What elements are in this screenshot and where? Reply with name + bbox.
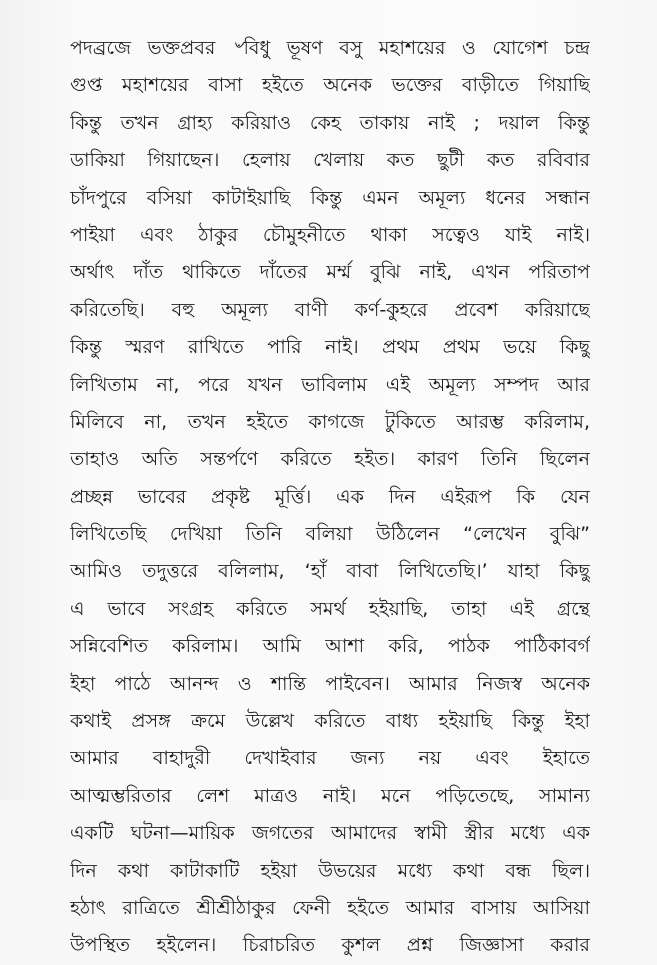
text-line: কিন্তু তখন গ্রাহ্য করিয়াও কেহ তাকায় নাই ; দয়াল কিন্তু xyxy=(70,111,590,134)
text-line: প্রচ্ছন্ন ভাবের প্রকৃষ্ট মূর্ত্তি। এক দিন এইরূপ কি যেন xyxy=(70,485,590,508)
text-line: কিন্তু স্মরণ রাখিতে পারি নাই। প্রথম প্রথম ভয়ে কিছু xyxy=(70,336,590,359)
body-text xyxy=(70,30,590,965)
text-line: ডাকিয়া গিয়াছেন। হেলায় খেলায় কত ছুটী কত রবিবার xyxy=(70,149,590,172)
text-line: একটি ঘটনা—মায়িক জগতের আমাদের স্বামী স্ত্রীর মধ্যে এক xyxy=(70,822,590,845)
text-line: ইহা পাঠে আনন্দ ও শান্তি পাইবেন। আমার নিজস্ব অনেক xyxy=(70,672,590,695)
text-line: কথাই প্রসঙ্গ ক্রমে উল্লেখ করিতে বাধ্য হইয়াছি কিন্তু ইহা xyxy=(70,710,590,733)
text-line: অর্থাৎ দাঁত থাকিতে দাঁতের মর্ম্ম বুঝি নাই, এখন পরিতাপ xyxy=(70,261,590,284)
text-line: করিতেছি। বহু অমূল্য বাণী কর্ণ-কুহরে প্রবেশ করিয়াছে xyxy=(70,298,590,321)
text-line: লিখিতাম না, পরে যখন ভাবিলাম এই অমূল্য সম্পদ আর xyxy=(70,373,590,396)
text-line: তাহাও অতি সন্তর্পণে করিতে হইত। কারণ তিনি ছিলেন xyxy=(70,448,590,471)
text-line: দিন কথা কাটাকাটি হইয়া উভয়ের মধ্যে কথা বন্ধ ছিল। xyxy=(70,859,590,882)
text-line: আত্মম্ভরিতার লেশ মাত্রও নাই। মনে পড়িতেছে, সামান্য xyxy=(70,784,590,807)
text-line: সন্নিবেশিত করিলাম। আমি আশা করি, পাঠক পাঠিকাবর্গ xyxy=(70,635,590,658)
text-line: আমার বাহাদুরী দেখাইবার জন্য নয় এবং ইহাতে xyxy=(70,747,590,770)
text-line: হঠাৎ রাত্রিতে শ্রীশ্রীঠাকুর ফেনী হইতে আমার বাসায় আসিয়া xyxy=(70,896,590,919)
text-line: আমিও তদুত্তরে বলিলাম, ‘হাঁ বাবা লিখিতেছি।’ যাহা কিছু xyxy=(70,560,590,583)
text-line: মিলিবে না, তখন হইতে কাগজে টুকিতে আরম্ভ করিলাম, xyxy=(70,410,590,433)
text-line: উপস্থিত হইলেন। চিরাচরিত কুশল প্রশ্ন জিজ্ঞাসা করার xyxy=(70,934,590,957)
text-line: পদব্রজে ভক্তপ্রবর ৺বিধু ভূষণ বসু মহাশয়ের ও যোগেশ চন্দ্র xyxy=(70,37,590,59)
text-line: গুপ্ত মহাশয়ের বাসা হইতে অনেক ভক্তের বাড়ীতে গিয়াছি xyxy=(70,74,590,97)
text-line: লিখিতেছি দেখিয়া তিনি বলিয়া উঠিলেন “লেখেন বুঝি” xyxy=(70,523,590,546)
text-line: চাঁদপুরে বসিয়া কাটাইয়াছি কিন্তু এমন অমূল্য ধনের সন্ধান xyxy=(70,186,590,209)
text-line: পাইয়া এবং ঠাকুর চৌমুহনীতে থাকা সত্বেও যাই নাই। xyxy=(70,223,590,246)
text-line: এ ভাবে সংগ্রহ করিতে সমর্থ হইয়াছি, তাহা এই গ্রন্থে xyxy=(70,597,590,620)
